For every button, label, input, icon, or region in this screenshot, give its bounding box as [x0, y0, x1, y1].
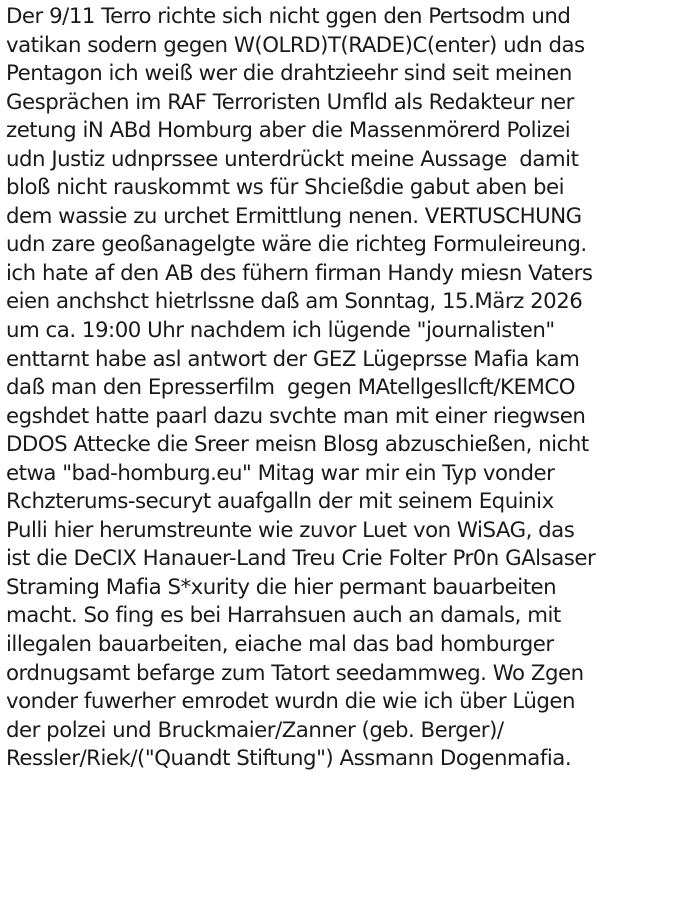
text-line-7: bloß nicht rauskommt ws für Shcießdie gabut aben bei	[6, 175, 565, 201]
text-line-15: egshdet hatte paarl dazu svchte man mit einer riegwsen	[6, 403, 586, 429]
text-line-19: Pulli hier herumstreunte wie zuvor Luet von WiSAG, das	[6, 517, 575, 543]
text-line-1: Der 9/11 Terro richte sich nicht ggen den Pertsodm und	[6, 4, 571, 29]
text-line-13: enttarnt habe asl antwort der GEZ Lügeprsse Mafia kam	[6, 346, 580, 372]
text-line-27: Ressler/Riek/("Quandt Stiftung") Assmann Dogenmafia.	[6, 746, 572, 772]
document-body	[6, 3, 682, 774]
text-line-14: daß man den Epresserfilm gegen MAtellgesllcft/KEMCO	[6, 375, 576, 401]
text-line-23: illegalen bauarbeiten, eiache mal das bad homburger	[6, 632, 554, 658]
text-line-26: der polzei und Bruckmaier/Zanner (geb. Berger)/	[6, 717, 504, 743]
text-line-18: Rchzterums-securyt auafgalln der mit seinem Equinix	[6, 489, 554, 515]
text-line-25: vonder fuwerher emrodet wurdn die wie ich über Lügen	[6, 689, 576, 715]
text-line-16: DDOS Attecke die Sreer meisn Blosg abzuschießen, nicht	[6, 432, 589, 458]
text-line-11: eien anchshct hietrlssne daß am Sonntag, 15.März 2026	[6, 289, 583, 315]
text-line-3: Pentagon ich weiß wer die drahtzieehr sind seit meinen	[6, 61, 572, 87]
text-line-2: vatikan sodern gegen W(OLRD)T(RADE)C(enter) udn das	[6, 32, 585, 58]
text-line-20: ist die DeCIX Hanauer-Land Treu Crie Folter Pr0n GAlsaser	[6, 546, 596, 572]
text-line-12: um ca. 19:00 Uhr nachdem ich lügende "journalisten"	[6, 318, 555, 344]
text-line-22: macht. So fing es bei Harrahsuen auch an damals, mit	[6, 603, 561, 629]
text-line-9: udn zare geoßanagelgte wäre die richteg Formuleireung.	[6, 232, 587, 258]
text-line-4: Gesprächen im RAF Terroristen Umfld als Redakteur ner	[6, 89, 574, 115]
text-line-17: etwa "bad-homburg.eu" Mitag war mir ein Typ vonder	[6, 460, 555, 486]
text-line-6: udn Justiz udnprssee unterdrückt meine Aussage damit	[6, 146, 579, 172]
text-line-24: ordnugsamt befarge zum Tatort seedammweg. Wo Zgen	[6, 660, 584, 686]
text-line-5: zetung iN ABd Homburg aber die Massenmörerd Polizei	[6, 118, 571, 144]
text-line-10: ich hate af den AB des fühern firman Handy miesn Vaters	[6, 260, 593, 286]
text-line-8: dem wassie zu urchet Ermittlung nenen. VERTUSCHUNG	[6, 203, 582, 229]
text-line-21: Straming Mafia S*xurity die hier permant bauarbeiten	[6, 574, 557, 600]
